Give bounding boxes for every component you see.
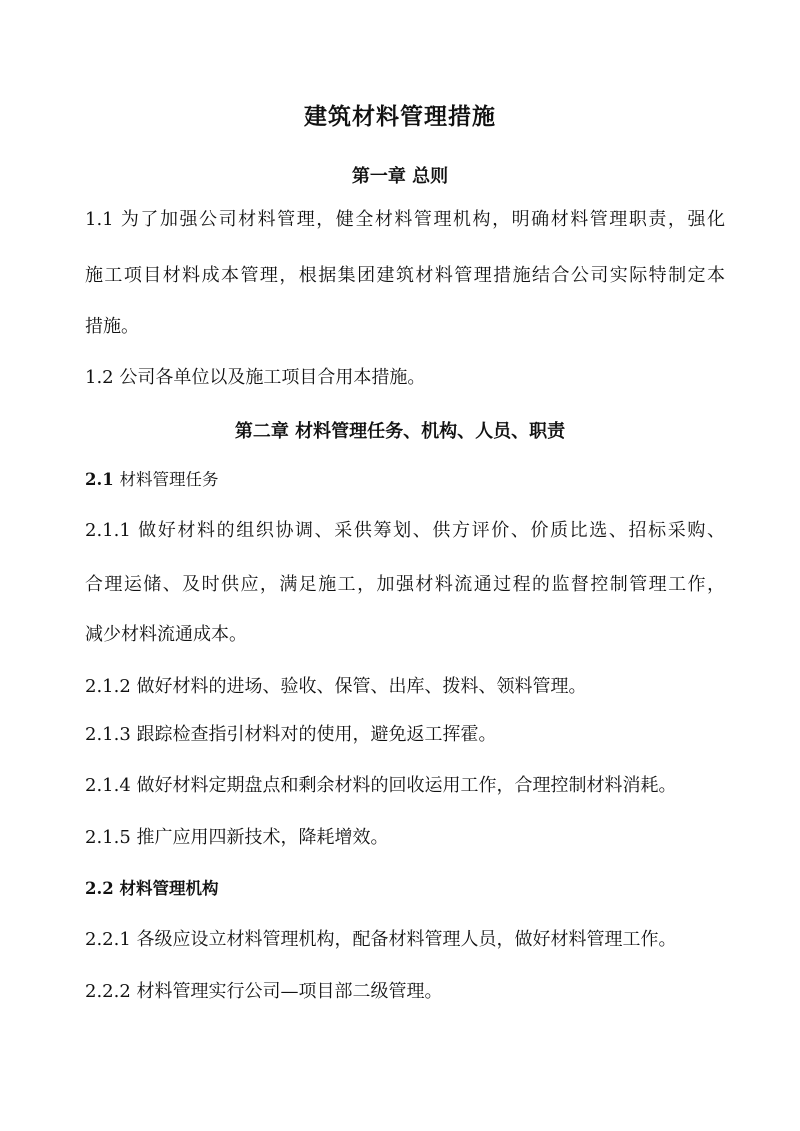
paragraph-2-1-5: 2.1.5 推广应用四新技术，降耗增效。	[85, 827, 389, 848]
section-2-1-heading	[85, 468, 725, 492]
paragraph-2-2-2: 2.2.2 材料管理实行公司—项目部二级管理。	[85, 981, 443, 1002]
section-2-1-number: 2.1	[85, 470, 114, 489]
paragraph-1-2: 1.2 公司各单位以及施工项目合用本措施。	[85, 367, 426, 388]
paragraph-2-1-1-line-1: 2.1.1 做好材料的组织协调、采供筹划、供方评价、价质比选、招标采购、	[85, 520, 725, 541]
document-title: 建筑材料管理措施	[304, 104, 496, 130]
paragraph-1-1-line-3: 措施。	[85, 316, 139, 337]
paragraph-1-1-line-2: 施工项目材料成本管理，根据集团建筑材料管理措施结合公司实际特制定本	[85, 265, 725, 286]
section-2-2-heading: 2.2 材料管理机构	[85, 879, 219, 898]
paragraph-2-1-2: 2.1.2 做好材料的进场、验收、保管、出库、拨料、领料管理。	[85, 676, 587, 697]
paragraph-2-1-1-line-2: 合理运储、及时供应，满足施工，加强材料流通过程的监督控制管理工作，	[85, 574, 725, 595]
paragraph-2-2-1: 2.2.1 各级应设立材料管理机构，配备材料管理人员，做好材料管理工作。	[85, 929, 677, 950]
chapter-2-heading: 第二章 材料管理任务、机构、人员、职责	[234, 421, 566, 442]
paragraph-1-1-line-1: 1.1 为了加强公司材料管理，健全材料管理机构，明确材料管理职责，强化	[85, 209, 725, 230]
chapter-1-heading: 第一章 总则	[351, 166, 449, 187]
paragraph-2-1-3: 2.1.3 跟踪检查指引材料对的使用，避免返工挥霍。	[85, 724, 497, 745]
section-2-1-title: 材料管理任务	[119, 470, 219, 489]
paragraph-2-1-4: 2.1.4 做好材料定期盘点和剩余材料的回收运用工作，合理控制材料消耗。	[85, 775, 677, 796]
paragraph-2-1-1-line-3: 减少材料流通成本。	[85, 624, 247, 645]
